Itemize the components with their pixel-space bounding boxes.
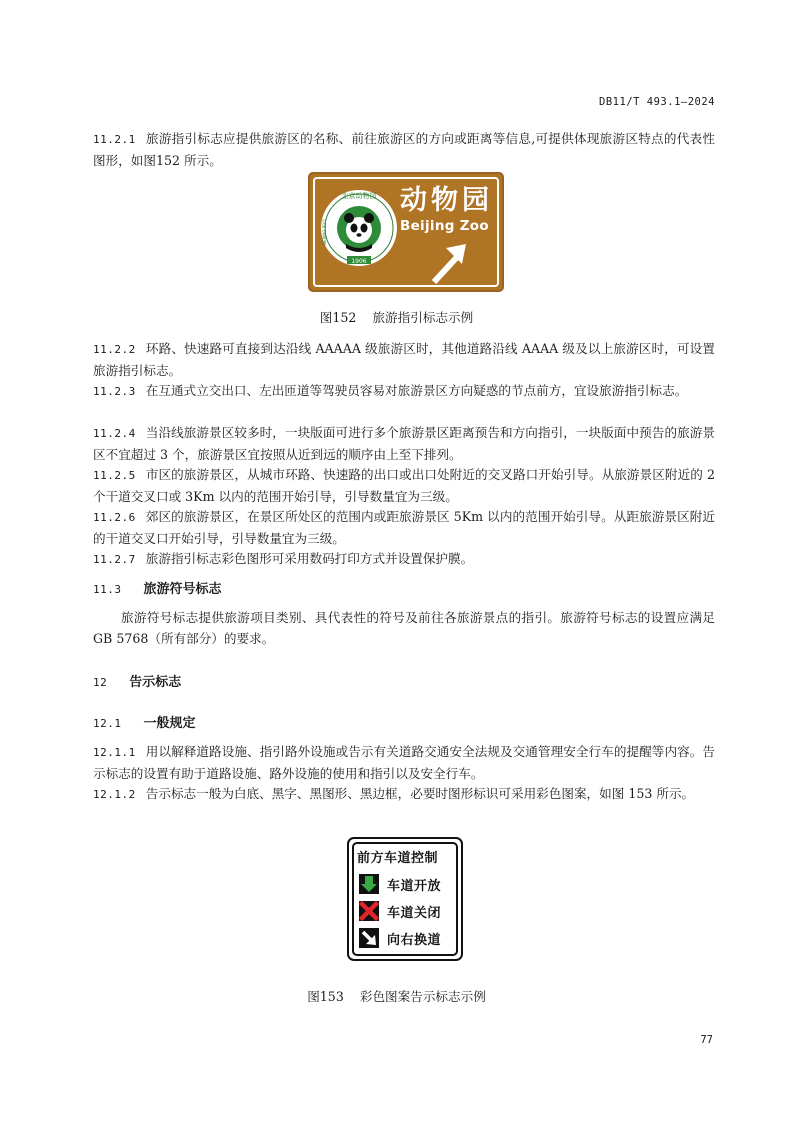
tourist-guide-sign: [308, 172, 504, 292]
sign-name-en: Beijing Zoo: [400, 218, 489, 234]
clause-number: 12.1.2: [93, 788, 136, 801]
clause-text: 环路、快速路可直接到达沿线 AAAAA 级旅游区时，其他道路沿线 AAAA 级及以上旅游区时，可设置旅游指引标志。: [93, 341, 715, 378]
clause-number: 11.2.2: [93, 343, 136, 356]
paragraph-11-2-7: [93, 548, 715, 570]
section-number: 12: [93, 676, 108, 689]
zoo-logo-icon: [319, 186, 399, 270]
paragraph-11-2-5: [93, 464, 715, 507]
figure-153-caption: [0, 986, 793, 1005]
sign-row-lane-open: [359, 873, 441, 895]
sign-row-lane-closed: [359, 900, 441, 922]
green-down-arrow-icon: [359, 874, 379, 894]
figure-title: 彩色图案告示标志示例: [359, 989, 486, 1004]
figure-number: 图153: [307, 989, 344, 1004]
paragraph-12-1-2: [93, 783, 715, 805]
figure-152-caption: [0, 307, 793, 326]
section-title: 一般规定: [143, 716, 196, 731]
clause-number: 12.1.1: [93, 746, 136, 759]
figure-title: 旅游指引标志示例: [372, 310, 474, 325]
paragraph-11-2-3: [93, 380, 715, 402]
paragraph-11-2-1: [93, 128, 715, 171]
sign-row-label: 车道关闭: [387, 905, 442, 921]
paragraph-12-1-1: [93, 741, 715, 784]
sign-row-label: 向右换道: [387, 932, 442, 948]
clause-number: 11.2.7: [93, 553, 136, 566]
red-x-icon: [359, 901, 379, 921]
paragraph-11-2-2: [93, 338, 715, 381]
paragraph-11-3-body: 旅游符号标志提供旅游项目类别、具代表性的符号及前往各旅游景点的指引。旅游符号标志的设置应满足GB 5768（所有部分）的要求。: [93, 610, 715, 646]
paragraph-11-2-4: [93, 422, 715, 465]
clause-number: 11.2.4: [93, 427, 136, 440]
section-title: 旅游符号标志: [143, 582, 222, 597]
clause-number: 11.2.3: [93, 385, 136, 398]
clause-number: 11.2.1: [93, 133, 136, 146]
logo-year: 1906: [351, 258, 367, 265]
logo-en-text: BEIJING ZOO: [322, 219, 327, 245]
sign-row-label: 车道开放: [387, 878, 442, 894]
clause-text: 旅游指引标志应提供旅游区的名称、前往旅游区的方向或距离等信息,可提供体现旅游区特点的代表性图形，如图152 所示。: [93, 131, 715, 168]
section-11-3-heading: [93, 578, 222, 597]
clause-text: 当沿线旅游景区较多时，一块版面可进行多个旅游景区距离预告和方向指引，一块版面中预告的旅游景区不宜超过 3 个，旅游景区宜按照从近到远的顺序由上至下排列。: [93, 425, 715, 462]
diagonal-arrow-icon: [426, 238, 472, 286]
logo-cn-text: 北京动物园: [341, 192, 377, 200]
page-number: 77: [700, 1034, 713, 1046]
paragraph-11-2-6: [93, 506, 715, 549]
standard-code: DB11/T 493.1—2024: [599, 96, 715, 108]
clause-text: 用以解释道路设施、指引路外设施或告示有关道路交通安全法规及交通管理安全行车的提醒等内容。告示标志的设置有助于道路设施、路外设施的使用和指引以及安全行车。: [93, 744, 715, 781]
clause-number: 11.2.6: [93, 511, 136, 524]
sign-row-merge-right: [359, 927, 441, 949]
section-12-1-heading: [93, 712, 196, 731]
lane-control-notice-sign: [347, 837, 463, 961]
section-title: 告示标志: [129, 675, 182, 690]
sign-name-cn: 动物园: [400, 185, 493, 216]
section-number: 12.1: [93, 717, 122, 730]
section-12-heading: [93, 671, 181, 690]
sign-title: 前方车道控制: [357, 851, 439, 866]
clause-text: 告示标志一般为白底、黑字、黑图形、黑边框，必要时图形标识可采用彩色图案，如图 153 所示。: [145, 786, 695, 801]
clause-text: 旅游指引标志彩色图形可采用数码打印方式并设置保护膜。: [145, 551, 474, 566]
clause-number: 11.2.5: [93, 469, 136, 482]
clause-text: 郊区的旅游景区，在景区所处区的范围内或距旅游景区 5Km 以内的范围开始引导。从距旅游景区附近的干道交叉口开始引导，引导数量宜为三级。: [93, 509, 715, 546]
diagonal-arrow-icon: [359, 928, 379, 948]
clause-text: 在互通式立交出口、左出匝道等驾驶员容易对旅游景区方向疑惑的节点前方，宜设旅游指引标志。: [145, 383, 688, 398]
figure-number: 图152: [319, 310, 357, 325]
clause-text: 市区的旅游景区，从城市环路、快速路的出口或出口处附近的交叉路口开始引导。从旅游景区附近的 2 个干道交叉口或 3Km 以内的范围开始引导，引导数量宜为三级。: [93, 467, 715, 504]
section-number: 11.3: [93, 583, 122, 596]
